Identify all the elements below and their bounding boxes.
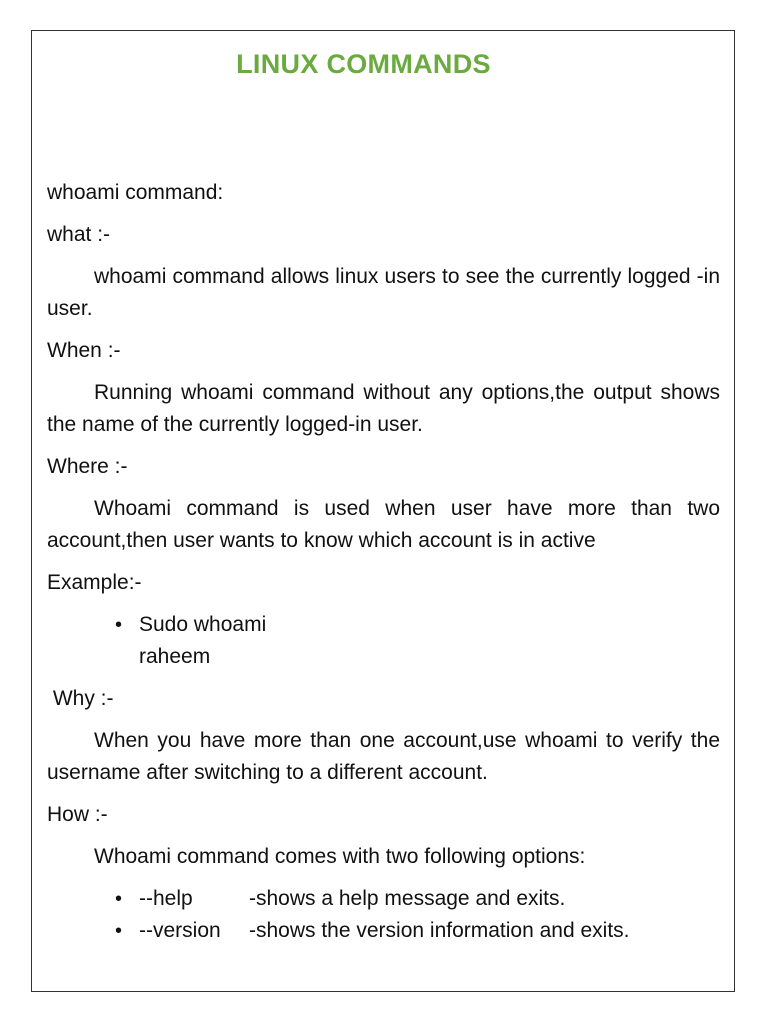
how-label: How :- <box>47 803 108 826</box>
document-content <box>47 46 720 957</box>
option-item <box>115 915 720 947</box>
why-label: Why :- <box>47 687 114 710</box>
what-text: whoami command allows linux users to see the currently logged -in user. <box>47 265 720 320</box>
what-label: what :- <box>47 223 111 246</box>
example-output: raheem <box>139 645 211 668</box>
page-title: LINUX COMMANDS <box>236 49 491 79</box>
example-label: Example:- <box>47 571 142 594</box>
command-heading: whoami command: <box>47 181 224 204</box>
how-text: Whoami command comes with two following options: <box>94 845 586 868</box>
example-item <box>115 609 720 673</box>
option-description: -shows the version information and exits. <box>249 919 630 942</box>
option-description: -shows a help message and exits. <box>249 887 566 910</box>
where-text: Whoami command is used when user have more than two account,then user wants to know which account is in active <box>47 497 720 552</box>
example-list <box>47 609 720 673</box>
title-spacer <box>47 82 720 177</box>
example-command: • Sudo whoami <box>139 613 267 636</box>
option-flag: --help <box>139 887 193 910</box>
when-text: Running whoami command without any options,the output shows the name of the currently logged-in user. <box>47 381 720 436</box>
why-text: When you have more than one account,use whoami to verify the username after switching to a different account. <box>47 729 720 784</box>
options-list <box>47 883 720 947</box>
option-flag: --version <box>139 919 221 942</box>
option-item <box>115 883 720 915</box>
when-label: When :- <box>47 339 121 362</box>
where-label: Where :- <box>47 455 128 478</box>
